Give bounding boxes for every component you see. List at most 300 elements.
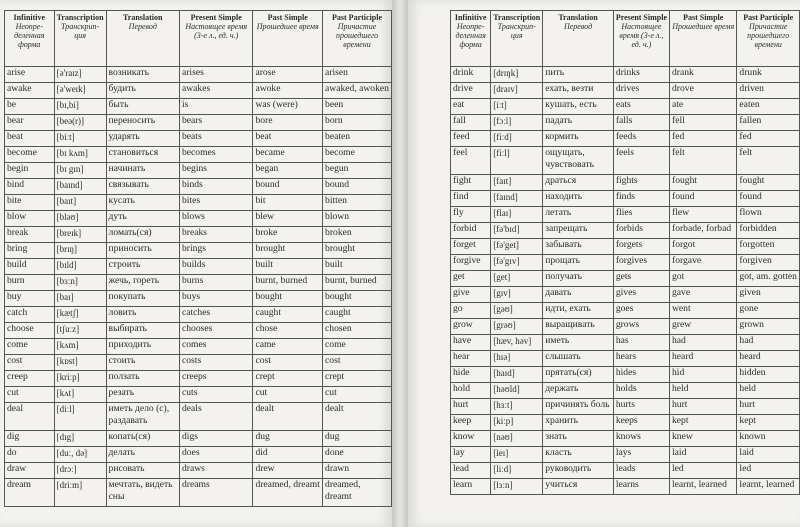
transcription-cell: [faɪnd] — [491, 191, 543, 207]
translation-cell: падать — [543, 115, 614, 131]
past-participle-cell: got, am. gotten — [737, 271, 800, 287]
table-row — [5, 67, 392, 83]
infinitive-cell: hold — [451, 383, 491, 399]
past-participle-cell: driven — [737, 83, 800, 99]
infinitive-cell: choose — [5, 323, 55, 339]
past-participle-cell: fed — [737, 131, 800, 147]
past-participle-cell: done — [323, 447, 392, 463]
translation-cell: ловить — [106, 307, 179, 323]
infinitive-cell: go — [451, 303, 491, 319]
present-simple-cell: feeds — [613, 131, 669, 147]
past-simple-cell: burnt, burned — [253, 275, 323, 291]
infinitive-cell: cut — [5, 387, 55, 403]
past-participle-cell: bitten — [323, 195, 392, 211]
table-row — [5, 179, 392, 195]
table-row — [451, 147, 800, 175]
table-row — [5, 355, 392, 371]
infinitive-cell: beat — [5, 131, 55, 147]
table-row — [451, 319, 800, 335]
present-simple-cell: feels — [613, 147, 669, 175]
infinitive-cell: fight — [451, 175, 491, 191]
transcription-cell: [bɪ,bi] — [54, 99, 106, 115]
table-row — [451, 99, 800, 115]
infinitive-cell: awake — [5, 83, 55, 99]
past-simple-header-en: Past Simple — [683, 13, 724, 22]
past-simple-cell: chose — [253, 323, 323, 339]
table-row — [451, 367, 800, 383]
table-row — [5, 403, 392, 431]
translation-cell: хранить — [543, 415, 614, 431]
transcription-cell: [baɪ] — [54, 291, 106, 307]
translation-cell: начинать — [106, 163, 179, 179]
past-simple-cell: brought — [253, 243, 323, 259]
past-participle-cell: dealt — [323, 403, 392, 431]
transcription-cell: [tʃuːz] — [54, 323, 106, 339]
transcription-cell: [duː, də] — [54, 447, 106, 463]
past-participle-cell: born — [323, 115, 392, 131]
past-simple-cell: flew — [670, 207, 737, 223]
present-simple-cell: grows — [613, 319, 669, 335]
present-simple-cell: is — [179, 99, 252, 115]
transcription-cell: [bləʊ] — [54, 211, 106, 227]
past-simple-cell: led — [670, 463, 737, 479]
header-row — [5, 11, 392, 67]
transcription-cell: [hæv, həv] — [491, 335, 543, 351]
past-simple-cell: fed — [670, 131, 737, 147]
table-row — [5, 275, 392, 291]
present-simple-header-en: Present Simple — [190, 13, 242, 22]
transcription-cell: [fə'gɪv] — [491, 255, 543, 271]
past-participle-cell: known — [737, 431, 800, 447]
present-simple-cell: dreams — [179, 479, 252, 507]
translation-header-ru: Перевод — [563, 22, 593, 31]
past-participle-cell: heard — [737, 351, 800, 367]
translation-cell: становиться — [106, 147, 179, 163]
past-participle-cell: held — [737, 383, 800, 399]
translation-cell: прощать — [543, 255, 614, 271]
past-simple-header-ru: Прошедшее время — [256, 22, 319, 31]
present-simple-cell: burns — [179, 275, 252, 291]
present-simple-cell: hides — [613, 367, 669, 383]
past-participle-cell: bought — [323, 291, 392, 307]
transcription-cell: [kʌm] — [54, 339, 106, 355]
present-simple-cell: fights — [613, 175, 669, 191]
table-row — [451, 479, 800, 495]
translation-header — [543, 11, 614, 67]
transcription-cell: [kɒst] — [54, 355, 106, 371]
table-row — [5, 99, 392, 115]
translation-cell: переносить — [106, 115, 179, 131]
infinitive-cell: keep — [451, 415, 491, 431]
past-simple-cell: drank — [670, 67, 737, 83]
table-row — [5, 115, 392, 131]
infinitive-header — [451, 11, 491, 67]
past-participle-cell: been — [323, 99, 392, 115]
past-simple-cell: dealt — [253, 403, 323, 431]
past-participle-cell: had — [737, 335, 800, 351]
past-simple-cell: kept — [670, 415, 737, 431]
transcription-cell: [ə'raɪz] — [54, 67, 106, 83]
transcription-cell: [faɪt] — [491, 175, 543, 191]
past-participle-header — [323, 11, 392, 67]
transcription-cell: [kriːp] — [54, 371, 106, 387]
present-simple-cell: blows — [179, 211, 252, 227]
infinitive-cell: grow — [451, 319, 491, 335]
past-participle-cell: arisen — [323, 67, 392, 83]
past-participle-cell: come — [323, 339, 392, 355]
past-simple-cell: came — [253, 339, 323, 355]
infinitive-cell: burn — [5, 275, 55, 291]
table-row — [5, 463, 392, 479]
infinitive-cell: cost — [5, 355, 55, 371]
present-simple-cell: creeps — [179, 371, 252, 387]
translation-cell: руководить — [543, 463, 614, 479]
past-participle-cell: felt — [737, 147, 800, 175]
present-simple-cell: chooses — [179, 323, 252, 339]
past-participle-cell: chosen — [323, 323, 392, 339]
past-simple-cell: forbade, forbad — [670, 223, 737, 239]
infinitive-cell: arise — [5, 67, 55, 83]
past-participle-cell: become — [323, 147, 392, 163]
table-row — [451, 207, 800, 223]
past-participle-cell: forgotten — [737, 239, 800, 255]
past-participle-cell: brought — [323, 243, 392, 259]
table-row — [5, 243, 392, 259]
transcription-cell: [lɜːn] — [491, 479, 543, 495]
present-simple-cell: cuts — [179, 387, 252, 403]
transcription-cell: [kætʃ] — [54, 307, 106, 323]
translation-cell: кусать — [106, 195, 179, 211]
present-simple-cell: drinks — [613, 67, 669, 83]
transcription-cell: [fə'get] — [491, 239, 543, 255]
past-participle-cell: blown — [323, 211, 392, 227]
transcription-cell: [fiːl] — [491, 147, 543, 175]
translation-cell: иметь — [543, 335, 614, 351]
infinitive-cell: drive — [451, 83, 491, 99]
infinitive-cell: buy — [5, 291, 55, 307]
present-simple-cell: forgets — [613, 239, 669, 255]
present-simple-cell: has — [613, 335, 669, 351]
table-row — [5, 259, 392, 275]
past-participle-header-en: Past Participle — [332, 13, 382, 22]
infinitive-cell: feed — [451, 131, 491, 147]
present-simple-cell: costs — [179, 355, 252, 371]
translation-cell: делать — [106, 447, 179, 463]
present-simple-cell: forgives — [613, 255, 669, 271]
past-simple-cell: became — [253, 147, 323, 163]
transcription-cell: [fiːd] — [491, 131, 543, 147]
transcription-cell: [həʊld] — [491, 383, 543, 399]
past-simple-cell: bore — [253, 115, 323, 131]
transcription-cell: [bɪld] — [54, 259, 106, 275]
table-row — [451, 415, 800, 431]
table-row — [5, 195, 392, 211]
infinitive-header-en: Infinitive — [454, 13, 487, 22]
past-participle-cell: awaked, awoken — [323, 83, 392, 99]
transcription-cell: [draɪv] — [491, 83, 543, 99]
translation-cell: выбирать — [106, 323, 179, 339]
transcription-cell: [bɪ kʌm] — [54, 147, 106, 163]
translation-header — [106, 11, 179, 67]
transcription-header-en: Transcription — [56, 13, 104, 22]
past-participle-cell: bound — [323, 179, 392, 195]
past-simple-cell: dreamed, dreamt — [253, 479, 323, 507]
table-row — [451, 83, 800, 99]
past-participle-cell: kept — [737, 415, 800, 431]
past-participle-cell: crept — [323, 371, 392, 387]
present-simple-header-en: Present Simple — [615, 13, 667, 22]
present-simple-cell: eats — [613, 99, 669, 115]
present-simple-cell: gets — [613, 271, 669, 287]
table-row — [5, 291, 392, 307]
past-participle-cell: begun — [323, 163, 392, 179]
translation-cell: строить — [106, 259, 179, 275]
past-simple-cell: fell — [670, 115, 737, 131]
translation-cell: выращивать — [543, 319, 614, 335]
present-simple-cell: draws — [179, 463, 252, 479]
translation-cell: приходить — [106, 339, 179, 355]
transcription-cell: [liːd] — [491, 463, 543, 479]
past-simple-cell: forgot — [670, 239, 737, 255]
present-simple-cell: hurts — [613, 399, 669, 415]
transcription-cell: [flaɪ] — [491, 207, 543, 223]
past-simple-cell: bit — [253, 195, 323, 211]
transcription-cell: [hɪə] — [491, 351, 543, 367]
present-simple-cell: begins — [179, 163, 252, 179]
translation-cell: знать — [543, 431, 614, 447]
translation-cell: ломать(ся) — [106, 227, 179, 243]
infinitive-cell: begin — [5, 163, 55, 179]
transcription-header — [491, 11, 543, 67]
infinitive-header — [5, 11, 55, 67]
infinitive-cell: blow — [5, 211, 55, 227]
present-simple-cell: gives — [613, 287, 669, 303]
translation-cell: идти, ехать — [543, 303, 614, 319]
present-simple-cell: finds — [613, 191, 669, 207]
right-page — [408, 0, 800, 527]
translation-cell: жечь, гореть — [106, 275, 179, 291]
translation-cell: драться — [543, 175, 614, 191]
present-simple-cell: breaks — [179, 227, 252, 243]
table-row — [451, 351, 800, 367]
transcription-cell: [dɪg] — [54, 431, 106, 447]
past-simple-cell: laid — [670, 447, 737, 463]
table-row — [5, 147, 392, 163]
present-simple-cell: binds — [179, 179, 252, 195]
table-row — [5, 447, 392, 463]
past-simple-cell: began — [253, 163, 323, 179]
past-participle-cell: forgiven — [737, 255, 800, 271]
transcription-cell: [drɔː] — [54, 463, 106, 479]
transcription-cell: [bɜːn] — [54, 275, 106, 291]
table-row — [451, 239, 800, 255]
header-row — [451, 11, 800, 67]
infinitive-cell: hurt — [451, 399, 491, 415]
translation-cell: приносить — [106, 243, 179, 259]
table-row — [451, 115, 800, 131]
past-participle-cell: broken — [323, 227, 392, 243]
infinitive-header-ru: Неопре-деленная форма — [14, 22, 45, 49]
infinitive-cell: hear — [451, 351, 491, 367]
table-row — [451, 287, 800, 303]
table-row — [5, 83, 392, 99]
table-row — [451, 383, 800, 399]
past-simple-cell: caught — [253, 307, 323, 323]
past-simple-cell: was (were) — [253, 99, 323, 115]
infinitive-cell: get — [451, 271, 491, 287]
past-simple-header-ru: Прошедшее время — [672, 22, 735, 31]
past-simple-cell: arose — [253, 67, 323, 83]
transcription-header-ru: Транскрип-ция — [497, 22, 536, 40]
past-simple-cell: gave — [670, 287, 737, 303]
translation-cell: иметь дело (с), раздавать — [106, 403, 179, 431]
past-simple-cell: went — [670, 303, 737, 319]
translation-header-en: Translation — [123, 13, 163, 22]
infinitive-cell: drink — [451, 67, 491, 83]
translation-cell: причинять боль — [543, 399, 614, 415]
present-simple-cell: awakes — [179, 83, 252, 99]
translation-cell: летать — [543, 207, 614, 223]
infinitive-cell: eat — [451, 99, 491, 115]
past-participle-cell: cut — [323, 387, 392, 403]
translation-header-ru: Перевод — [128, 22, 157, 31]
past-participle-cell: given — [737, 287, 800, 303]
translation-cell: копать(ся) — [106, 431, 179, 447]
past-simple-cell: forgave — [670, 255, 737, 271]
present-simple-header — [179, 11, 252, 67]
infinitive-cell: bear — [5, 115, 55, 131]
transcription-header-en: Transcription — [493, 13, 541, 22]
table-row — [451, 67, 800, 83]
translation-cell: забывать — [543, 239, 614, 255]
past-simple-cell: ate — [670, 99, 737, 115]
infinitive-cell: have — [451, 335, 491, 351]
translation-cell: запрещать — [543, 223, 614, 239]
past-participle-cell: built — [323, 259, 392, 275]
infinitive-cell: forgive — [451, 255, 491, 271]
present-simple-cell: does — [179, 447, 252, 463]
past-participle-cell: eaten — [737, 99, 800, 115]
past-participle-cell: beaten — [323, 131, 392, 147]
past-participle-cell: fought — [737, 175, 800, 191]
past-simple-cell: learnt, learned — [670, 479, 737, 495]
past-simple-cell: drove — [670, 83, 737, 99]
past-simple-cell: knew — [670, 431, 737, 447]
transcription-cell: [biːt] — [54, 131, 106, 147]
past-participle-cell: led — [737, 463, 800, 479]
infinitive-cell: catch — [5, 307, 55, 323]
past-simple-cell: crept — [253, 371, 323, 387]
past-participle-header-ru: Причастие прошедшего времени — [747, 22, 790, 49]
past-simple-cell: grew — [670, 319, 737, 335]
table-row — [5, 431, 392, 447]
past-participle-cell: drunk — [737, 67, 800, 83]
present-simple-cell: digs — [179, 431, 252, 447]
present-simple-cell: bites — [179, 195, 252, 211]
transcription-cell: [ə'weɪk] — [54, 83, 106, 99]
transcription-cell: [get] — [491, 271, 543, 287]
translation-cell: держать — [543, 383, 614, 399]
present-simple-header — [613, 11, 669, 67]
infinitive-cell: know — [451, 431, 491, 447]
transcription-header-ru: Транскрип-ция — [60, 22, 100, 40]
translation-cell: будить — [106, 83, 179, 99]
infinitive-cell: learn — [451, 479, 491, 495]
present-simple-cell: catches — [179, 307, 252, 323]
infinitive-cell: build — [5, 259, 55, 275]
transcription-cell: [drɪŋk] — [491, 67, 543, 83]
table-row — [451, 399, 800, 415]
present-simple-cell: knows — [613, 431, 669, 447]
past-simple-cell: felt — [670, 147, 737, 175]
infinitive-cell: fall — [451, 115, 491, 131]
transcription-cell: [baɪt] — [54, 195, 106, 211]
present-simple-cell: bears — [179, 115, 252, 131]
infinitive-header-ru: Неопре-деленная форма — [455, 22, 486, 49]
present-simple-cell: learns — [613, 479, 669, 495]
translation-cell: ощущать, чувствовать — [543, 147, 614, 175]
present-simple-header-ru: Настоящее время (3-е л., ед. ч.) — [185, 22, 248, 40]
translation-cell: класть — [543, 447, 614, 463]
past-participle-cell: grown — [737, 319, 800, 335]
past-participle-cell: dreamed, dreamt — [323, 479, 392, 507]
past-participle-cell: drawn — [323, 463, 392, 479]
past-participle-cell: learnt, learned — [737, 479, 800, 495]
translation-cell: связывать — [106, 179, 179, 195]
translation-cell: дуть — [106, 211, 179, 227]
past-simple-cell: held — [670, 383, 737, 399]
left-page — [0, 0, 392, 527]
transcription-cell: [gəʊ] — [491, 303, 543, 319]
translation-cell: возникать — [106, 67, 179, 83]
past-simple-header-en: Past Simple — [267, 13, 308, 22]
translation-cell: быть — [106, 99, 179, 115]
past-simple-cell: did — [253, 447, 323, 463]
past-simple-cell: blew — [253, 211, 323, 227]
transcription-cell: [hɜːt] — [491, 399, 543, 415]
table-row — [451, 271, 800, 287]
translation-cell: мечтать, видеть сны — [106, 479, 179, 507]
present-simple-cell: goes — [613, 303, 669, 319]
past-participle-cell: cost — [323, 355, 392, 371]
present-simple-cell: leads — [613, 463, 669, 479]
past-participle-cell: laid — [737, 447, 800, 463]
present-simple-cell: lays — [613, 447, 669, 463]
past-participle-cell: caught — [323, 307, 392, 323]
infinitive-cell: come — [5, 339, 55, 355]
transcription-cell: [brɪŋ] — [54, 243, 106, 259]
translation-cell: ехать, везти — [543, 83, 614, 99]
table-row — [451, 335, 800, 351]
translation-cell: пить — [543, 67, 614, 83]
table-row — [5, 371, 392, 387]
past-participle-cell: forbidden — [737, 223, 800, 239]
transcription-cell: [diːl] — [54, 403, 106, 431]
translation-cell: кормить — [543, 131, 614, 147]
infinitive-header-en: Infinitive — [13, 13, 46, 22]
transcription-header — [54, 11, 106, 67]
translation-cell: учиться — [543, 479, 614, 495]
past-simple-cell: awoke — [253, 83, 323, 99]
past-simple-cell: had — [670, 335, 737, 351]
past-participle-header-ru: Причастие прошедшего времени — [335, 22, 379, 49]
present-simple-cell: comes — [179, 339, 252, 355]
table-row — [451, 223, 800, 239]
past-simple-header — [253, 11, 323, 67]
table-row — [5, 163, 392, 179]
table-row — [5, 131, 392, 147]
translation-cell: кушать, есть — [543, 99, 614, 115]
